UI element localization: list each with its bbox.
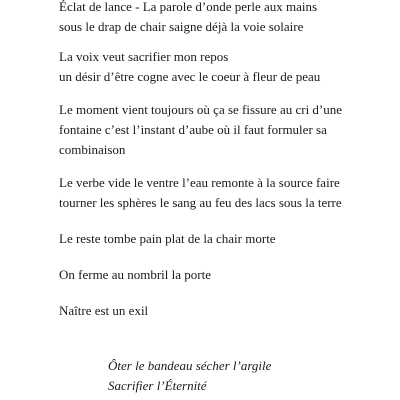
- stanza-5: [59, 229, 276, 249]
- stanza-4: [59, 173, 342, 213]
- poem-line: Éclat de lance - La parole d’onde perle aux mains: [59, 0, 318, 14]
- poem-line: On ferme au nombril la porte: [59, 267, 211, 282]
- poem-line: Le reste tombe pain plat de la chair morte: [59, 231, 276, 246]
- poem-line: Ôter le bandeau sécher l’argile: [108, 358, 272, 373]
- poem-line: Le verbe vide le ventre l’eau remonte à la source faire: [59, 175, 340, 190]
- poem-line: La voix veut sacrifier mon repos: [59, 49, 229, 64]
- poem-line: combinaison: [59, 142, 126, 157]
- closing-stanza: [108, 356, 271, 396]
- poem-line: fontaine c’est l’instant d’aube où il faut formuler sa: [59, 122, 327, 137]
- poem-line: sous le drap de chair saigne déjà la voie solaire: [59, 19, 304, 34]
- poem-line: un désir d’être cogne avec le coeur à fleur de peau: [59, 69, 321, 84]
- stanza-2: [59, 47, 320, 87]
- poem-line: Le moment vient toujours où ça se fissure au cri d’une: [59, 102, 343, 117]
- stanza-3: [59, 100, 342, 160]
- poem-line: Sacrifier l’Éternité: [108, 378, 207, 393]
- stanza-7: [59, 301, 148, 321]
- poem-line: tourner les sphères le sang au feu des lacs sous la terre: [59, 195, 342, 210]
- stanza-6: [59, 265, 211, 285]
- poem-line: Naître est un exil: [59, 303, 149, 318]
- stanza-1: [59, 0, 317, 37]
